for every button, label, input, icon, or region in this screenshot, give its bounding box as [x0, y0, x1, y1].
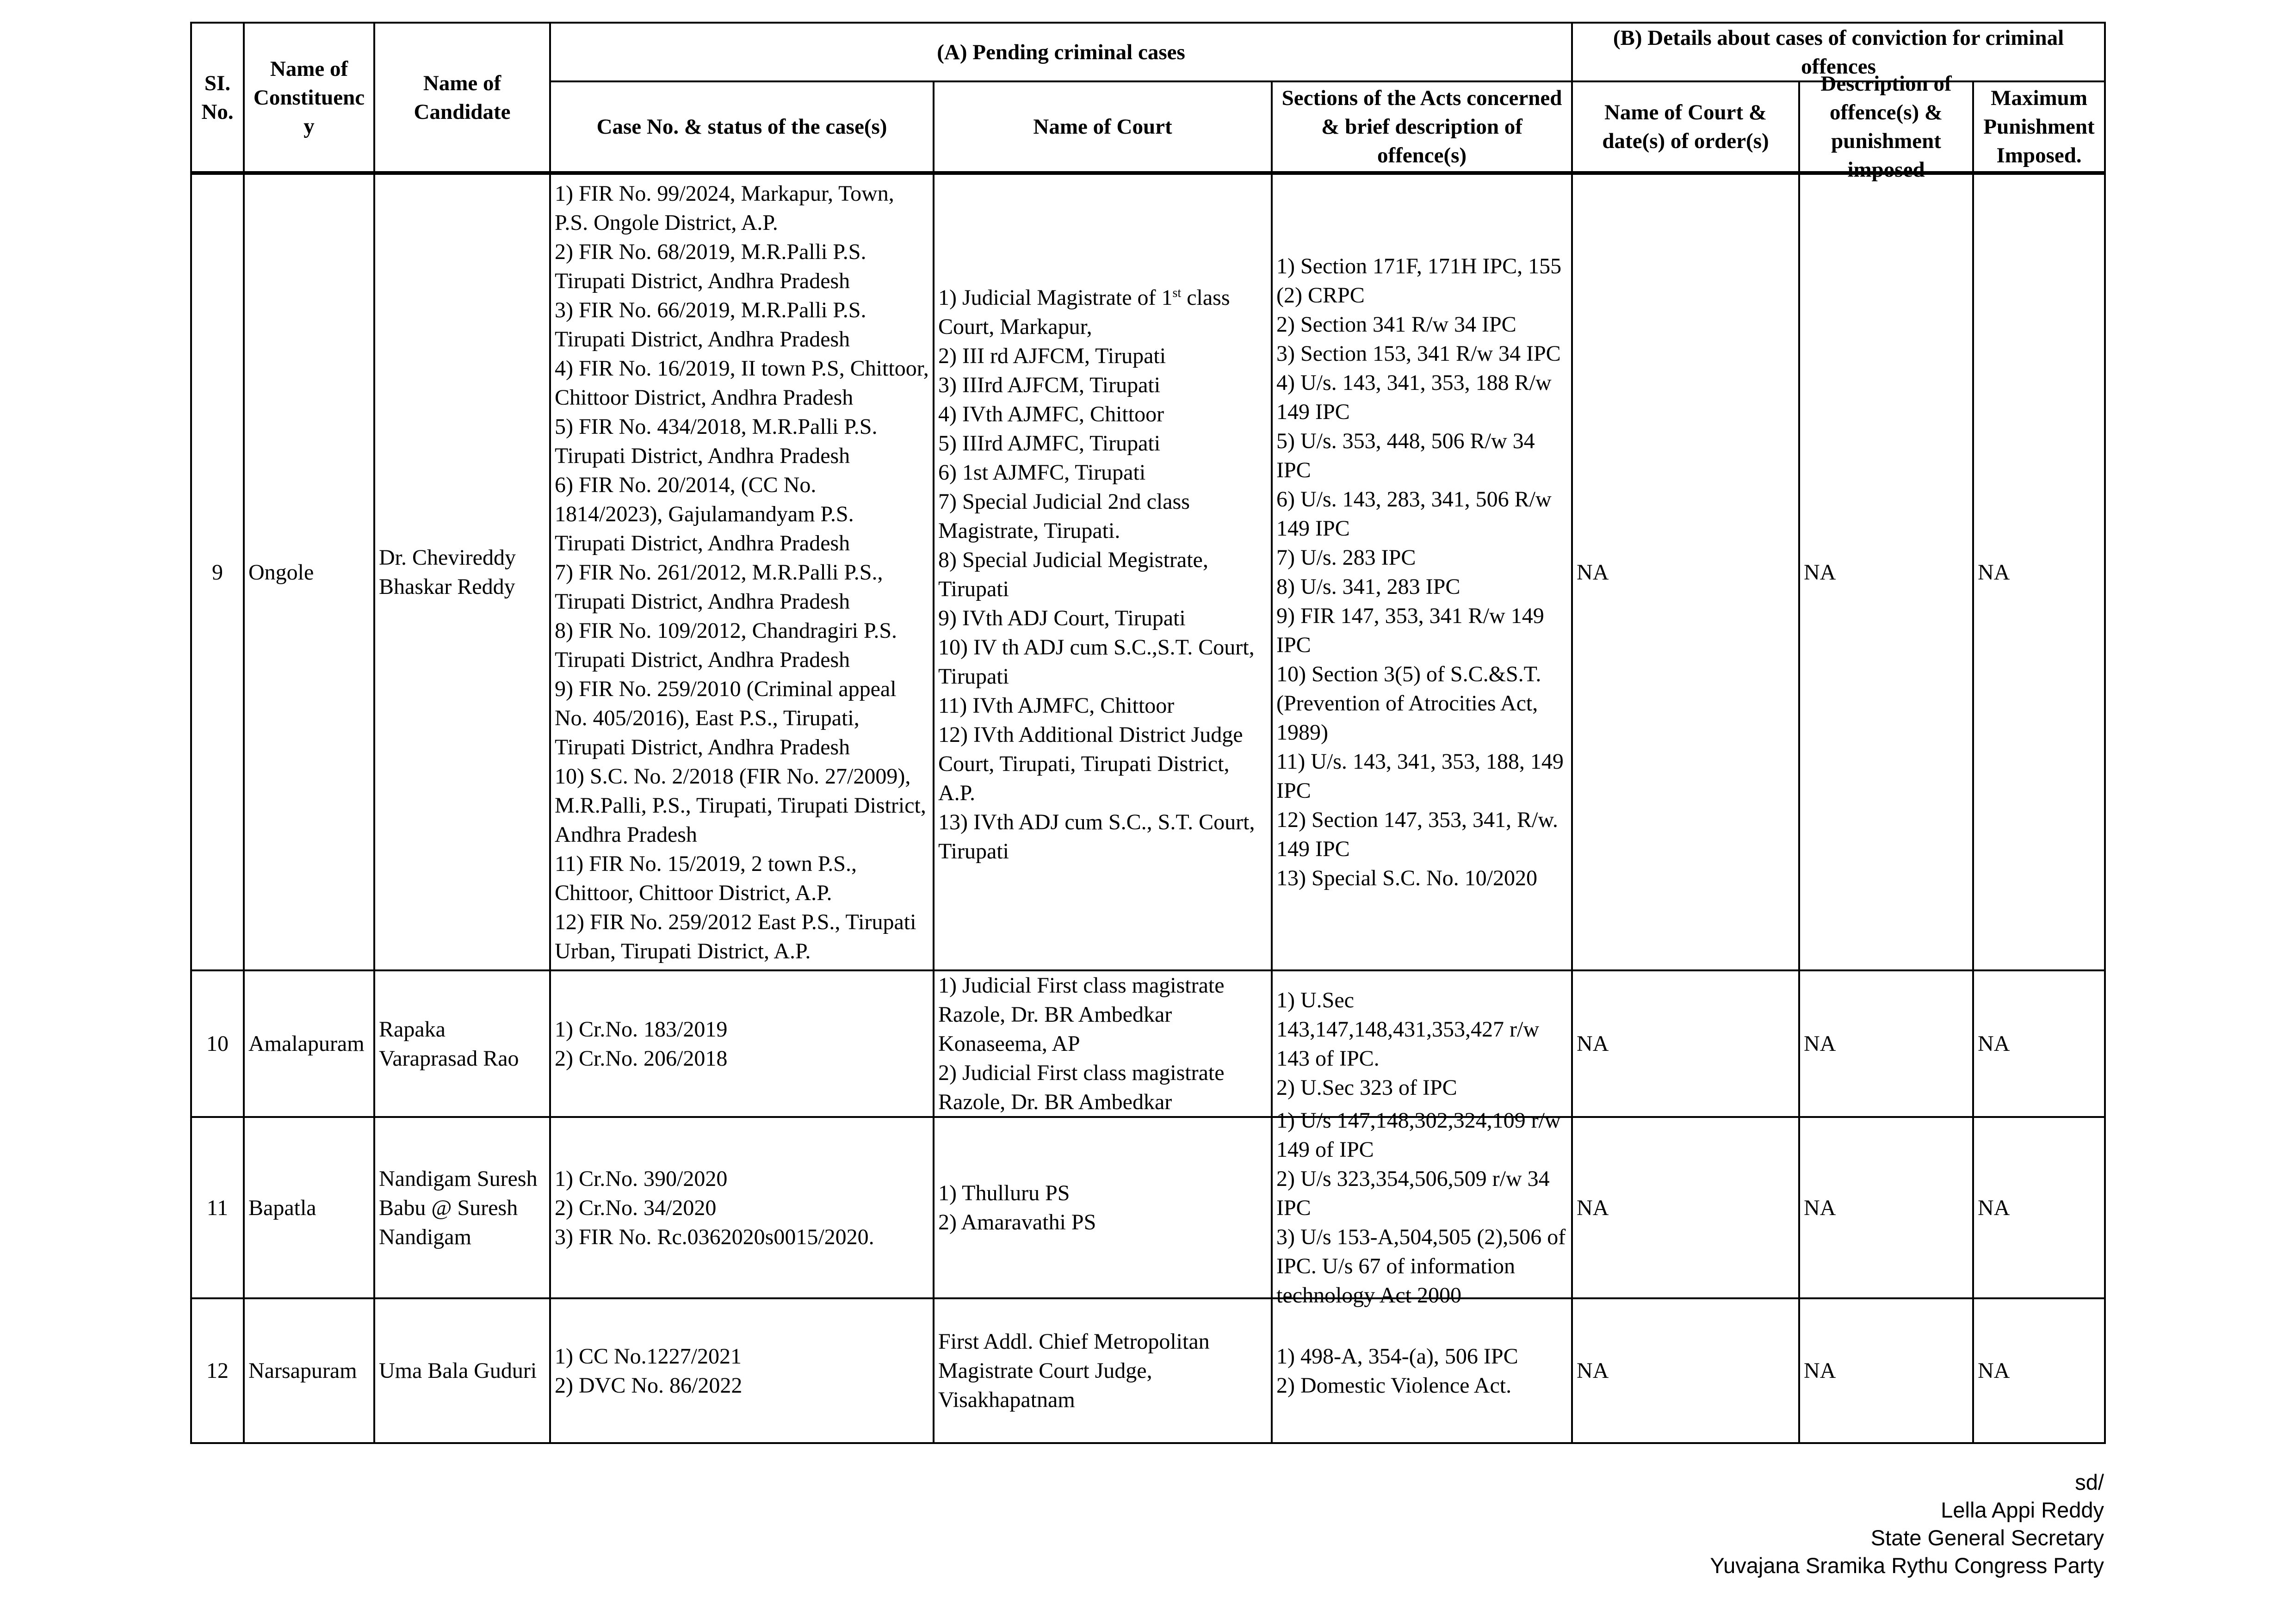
cell-court-date-text: NA [1577, 1358, 1609, 1383]
cell-candidate [374, 1298, 550, 1443]
list-item: 1) Cr.No. 390/2020 [555, 1166, 728, 1191]
list-item: 1) Cr.No. 183/2019 [555, 1017, 728, 1042]
list-item: 2) Section 341 R/w 34 IPC [1276, 312, 1516, 337]
cell-courts [934, 1117, 1272, 1298]
list-item: 2) Cr.No. 206/2018 [555, 1046, 728, 1071]
list-item: 12) Section 147, 353, 341, R/w. 149 IPC [1276, 808, 1558, 861]
list-item: 1) Judicial First class magistrate Razole, Dr. BR Ambedkar Konaseema, AP [938, 973, 1225, 1056]
cell-sections [1272, 1298, 1572, 1443]
table-row [191, 173, 2105, 970]
list-item: 3) IIIrd AJFCM, Tirupati [938, 373, 1161, 397]
header-court: Name of Court [934, 81, 1272, 173]
cell-description-text: NA [1804, 560, 1836, 585]
list-item: 4) FIR No. 16/2019, II town P.S, Chittoor, Chittoor District, Andhra Pradesh [555, 356, 929, 410]
cell-max-punishment-text: NA [1978, 1358, 2010, 1383]
cell-sl-no-text: 10 [206, 1031, 229, 1056]
header-sections: Sections of the Acts concerned & brief description of offence(s) [1272, 81, 1572, 173]
list-item: 1) Judicial Magistrate of 1st class Court, Markapur, [938, 285, 1230, 339]
cell-candidate-text: Uma Bala Guduri [379, 1358, 537, 1383]
cell-court-date [1572, 970, 1799, 1117]
list-item: 3) FIR No. 66/2019, M.R.Palli P.S. Tirupati District, Andhra Pradesh [555, 297, 866, 352]
header-candidate: Name of Candidate [374, 23, 550, 173]
cell-description [1799, 970, 1973, 1117]
cell-constituency-text: Ongole [248, 560, 314, 585]
superscript: st [1172, 286, 1182, 300]
cell-sl-no-text: 12 [206, 1358, 229, 1383]
signature-sd: sd/ [2075, 1470, 2104, 1494]
cell-max-punishment-text: NA [1978, 560, 2010, 585]
list-item: 7) Special Judicial 2nd class Magistrate, Tirupati. [938, 489, 1190, 543]
criminal-cases-table [190, 22, 2106, 1444]
cell-sections [1272, 970, 1572, 1117]
list-item: 1) CC No.1227/2021 [555, 1344, 742, 1369]
cell-sl-no [191, 970, 244, 1117]
header-constituency: Name of Constituenc y [244, 23, 374, 173]
cell-sl-no [191, 173, 244, 970]
cell-court-date-text: NA [1577, 560, 1609, 585]
list-item: 12) FIR No. 259/2012 East P.S., Tirupati Urban, Tirupati District, A.P. [555, 909, 916, 963]
cell-sections [1272, 1108, 1572, 1308]
cell-description-text: NA [1804, 1195, 1836, 1220]
cell-constituency-text: Bapatla [248, 1195, 316, 1220]
list-item: 1) 498-A, 354-(a), 506 IPC [1276, 1344, 1518, 1369]
list-item: 2) DVC No. 86/2022 [555, 1373, 743, 1398]
cell-cases [550, 1117, 934, 1298]
list-item: 1) U/s 147,148,302,324,109 r/w 149 of IPC [1276, 1108, 1561, 1162]
cell-max-punishment-text: NA [1978, 1195, 2010, 1220]
cell-sl-no-text: 9 [212, 560, 223, 585]
header-sl-no: SI. No. [191, 23, 244, 173]
cell-constituency [244, 173, 374, 970]
signatory-name: Lella Appi Reddy [1941, 1498, 2104, 1522]
cell-max-punishment [1973, 970, 2105, 1117]
header-case-no: Case No. & status of the case(s) [550, 81, 934, 173]
list-item: 2) Judicial First class magistrate Razole, Dr. BR Ambedkar [938, 1061, 1225, 1114]
cell-court-date [1572, 173, 1799, 970]
list-item: 1) Thulluru PS [938, 1181, 1070, 1205]
cell-candidate [374, 173, 550, 970]
list-item: 9) FIR No. 259/2010 (Criminal appeal No. 405/2016), East P.S., Tirupati, Tirupati District, Andhra Pradesh [555, 676, 897, 759]
list-item: 2) U.Sec 323 of IPC [1276, 1075, 1457, 1100]
list-item: 6) FIR No. 20/2014, (CC No. 1814/2023), Gajulamandyam P.S. Tirupati District, Andhra Pradesh [555, 472, 854, 555]
list-item: 3) U/s 153-A,504,505 (2),506 of IPC. U/s 67 of information technology Act 2000 [1276, 1224, 1566, 1308]
list-item: 1) Section 171F, 171H IPC, 155 (2) CRPC [1276, 254, 1562, 308]
table-row [191, 970, 2105, 1117]
cell-cases [550, 1298, 934, 1443]
list-item: 8) U/s. 341, 283 IPC [1276, 574, 1461, 599]
signature-block [1710, 1469, 2104, 1580]
list-item: 10) Section 3(5) of S.C.&S.T.(Prevention of Atrocities Act, 1989) [1276, 662, 1541, 745]
table-row [191, 1298, 2105, 1443]
cell-candidate-text: Rapaka Varaprasad Rao [379, 1017, 519, 1071]
cell-sl-no [191, 1298, 244, 1443]
list-item: 11) U/s. 143, 341, 353, 188, 149 IPC [1276, 749, 1564, 803]
cell-courts [934, 970, 1272, 1117]
cell-constituency [244, 970, 374, 1117]
cell-description-text: NA [1804, 1031, 1836, 1056]
cell-sl-no-text: 11 [206, 1195, 229, 1220]
list-item: 2) Amaravathi PS [938, 1210, 1096, 1234]
list-item: 3) Section 153, 341 R/w 34 IPC [1276, 341, 1561, 366]
list-item: 10) S.C. No. 2/2018 (FIR No. 27/2009), M.R.Palli, P.S., Tirupati, Tirupati District, Andhra Pradesh [555, 764, 926, 847]
cell-candidate-text: Dr. Chevireddy Bhaskar Reddy [379, 545, 516, 599]
list-item: 7) FIR No. 261/2012, M.R.Palli P.S., Tirupati District, Andhra Pradesh [555, 560, 883, 614]
cell-max-punishment [1973, 173, 2105, 970]
cell-court-date-text: NA [1577, 1195, 1609, 1220]
header-group-conviction: (B) Details about cases of conviction for criminal offences [1572, 23, 2105, 81]
cell-max-punishment [1973, 1298, 2105, 1443]
list-item: 7) U/s. 283 IPC [1276, 545, 1416, 570]
list-item: 6) 1st AJMFC, Tirupati [938, 460, 1146, 485]
cell-sections [1272, 173, 1572, 970]
cell-cases [550, 173, 934, 970]
list-item: 8) Special Judicial Megistrate, Tirupati [938, 548, 1208, 601]
list-item: 5) FIR No. 434/2018, M.R.Palli P.S. Tirupati District, Andhra Pradesh [555, 414, 878, 468]
list-item: 2) FIR No. 68/2019, M.R.Palli P.S. Tirupati District, Andhra Pradesh [555, 239, 866, 293]
list-item: 3) FIR No. Rc.0362020s0015/2020. [555, 1224, 874, 1249]
table-row [191, 1117, 2105, 1298]
header-court-date: Name of Court & date(s) of order(s) [1572, 81, 1799, 173]
list-item: 11) IVth AJMFC, Chittoor [938, 693, 1175, 718]
list-item: First Addl. Chief Metropolitan Magistrate Court Judge, Visakhapatnam [938, 1329, 1210, 1412]
cell-candidate-text: Nandigam Suresh Babu @ Suresh Nandigam [379, 1166, 538, 1249]
cell-candidate [374, 1117, 550, 1298]
header-max-punishment: Maximum Punishment Imposed. [1973, 81, 2105, 173]
cell-description [1799, 1298, 1973, 1443]
list-item: 5) IIIrd AJMFC, Tirupati [938, 431, 1161, 456]
cell-description-text: NA [1804, 1358, 1836, 1383]
cell-courts [934, 1298, 1272, 1443]
cell-description [1799, 173, 1973, 970]
cell-max-punishment-text: NA [1978, 1031, 2010, 1056]
list-item: 1) U.Sec 143,147,148,431,353,427 r/w 143 of IPC. [1276, 987, 1539, 1071]
cell-constituency-text: Amalapuram [248, 1031, 365, 1056]
list-item: 2) U/s 323,354,506,509 r/w 34 IPC [1276, 1166, 1550, 1220]
cell-description [1799, 1117, 1973, 1298]
list-item: 13) IVth ADJ cum S.C., S.T. Court, Tirupati [938, 810, 1255, 864]
list-item: 6) U/s. 143, 283, 341, 506 R/w 149 IPC [1276, 487, 1552, 541]
cell-court-date [1572, 1117, 1799, 1298]
list-item: 9) FIR 147, 353, 341 R/w 149 IPC [1276, 604, 1544, 657]
list-item: 5) U/s. 353, 448, 506 R/w 34 IPC [1276, 429, 1535, 482]
cell-max-punishment [1973, 1117, 2105, 1298]
list-item: 10) IV th ADJ cum S.C.,S.T. Court, Tirupati [938, 635, 1255, 689]
list-item: 2) Domestic Violence Act. [1276, 1373, 1512, 1398]
list-item: 1) FIR No. 99/2024, Markapur, Town, P.S. Ongole District, A.P. [555, 181, 894, 235]
cell-cases [550, 970, 934, 1117]
cell-courts [934, 173, 1272, 970]
cell-sl-no [191, 1117, 244, 1298]
list-item: 2) Cr.No. 34/2020 [555, 1195, 717, 1220]
list-item: 11) FIR No. 15/2019, 2 town P.S., Chittoor, Chittoor District, A.P. [555, 851, 857, 905]
list-item: 8) FIR No. 109/2012, Chandragiri P.S. Tirupati District, Andhra Pradesh [555, 618, 897, 672]
cell-court-date [1572, 1298, 1799, 1443]
party-name: Yuvajana Sramika Rythu Congress Party [1710, 1553, 2104, 1578]
list-item: 12) IVth Additional District Judge Court, Tirupati, Tirupati District, A.P. [938, 722, 1243, 805]
signatory-title: State General Secretary [1870, 1525, 2104, 1550]
header-group-pending: (A) Pending criminal cases [550, 23, 1572, 81]
cell-court-date-text: NA [1577, 1031, 1609, 1056]
cell-constituency [244, 1117, 374, 1298]
list-item: 9) IVth ADJ Court, Tirupati [938, 606, 1186, 630]
list-item: 13) Special S.C. No. 10/2020 [1276, 866, 1537, 890]
cell-constituency-text: Narsapuram [248, 1358, 357, 1383]
header-description: Description of offence(s) & punishment imposed [1799, 81, 1973, 173]
cell-constituency [244, 1298, 374, 1443]
list-item: 4) IVth AJMFC, Chittoor [938, 402, 1164, 426]
cell-candidate [374, 970, 550, 1117]
list-item: 4) U/s. 143, 341, 353, 188 R/w 149 IPC [1276, 370, 1552, 424]
list-item: 2) III rd AJFCM, Tirupati [938, 344, 1166, 368]
